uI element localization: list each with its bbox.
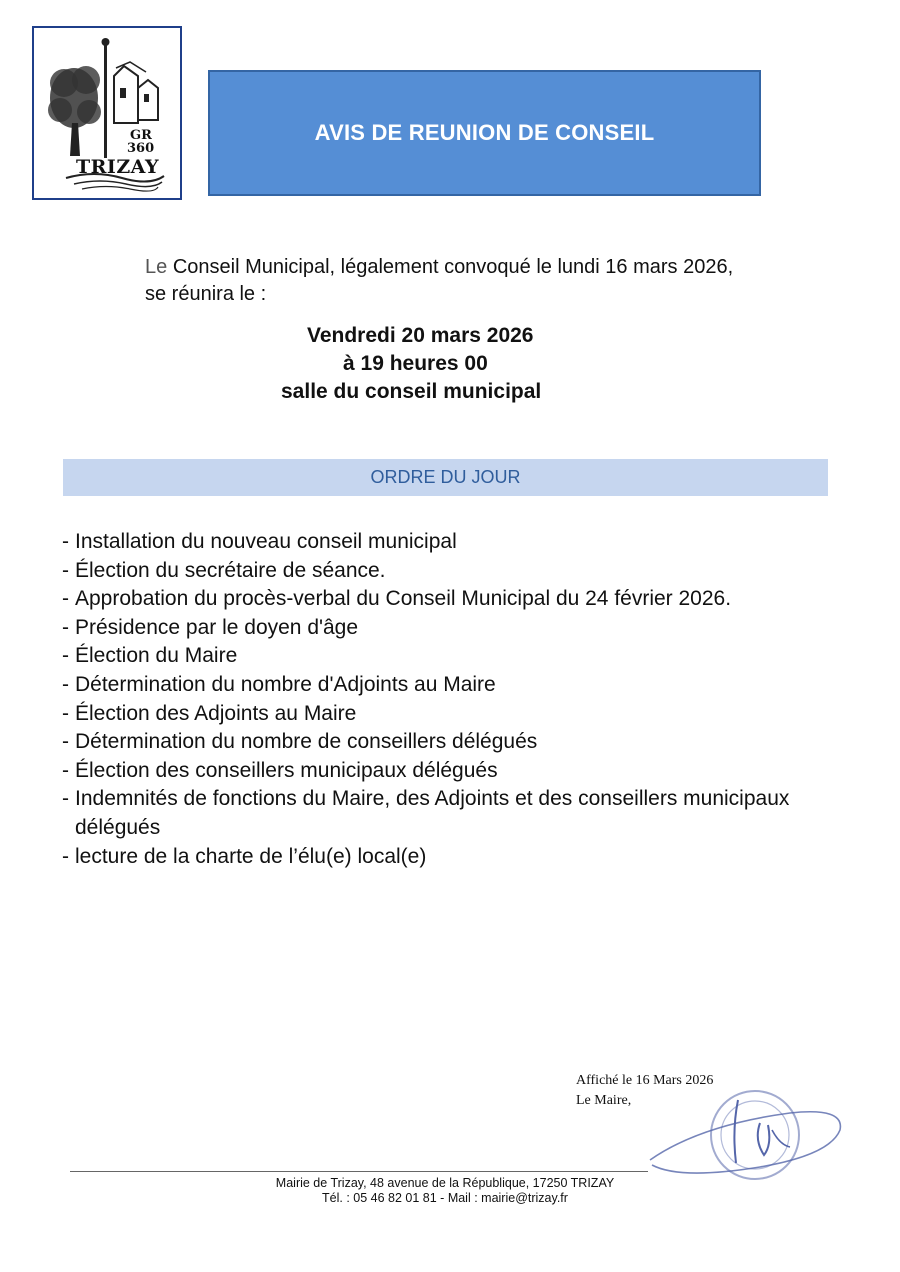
intro-line-1 [145,254,845,281]
title-banner [208,70,761,196]
agenda-item: - Détermination du nombre d'Adjoints au Maire [62,671,822,700]
intro-paragraph [145,254,845,308]
intro-text: Conseil Municipal, légalement convoqué le lundi 16 mars 2026, [172,256,734,278]
logo-360-text: 360 [127,141,155,156]
footer [200,1176,690,1206]
logo-town-name: TRIZAY [76,156,160,178]
intro-line-2: se réunira le : [145,283,267,305]
meeting-details [250,322,630,406]
agenda-item: - Installation du nouveau conseil municipal [62,528,822,557]
agenda-list [62,528,822,871]
agenda-item: - Élection des Adjoints au Maire [62,700,822,729]
agenda-item: - Détermination du nombre de conseillers délégués [62,728,822,757]
agenda-header-bar [63,459,828,496]
agenda-title: ORDRE DU JOUR [370,467,521,487]
footer-address: Mairie de Trizay, 48 avenue de la République, 17250 TRIZAY [275,1176,615,1190]
footer-contact: Tél. : 05 46 82 01 81 - Mail : mairie@trizay.fr [322,1191,568,1205]
footer-divider [70,1171,648,1172]
intro-le: Le [145,256,168,278]
page-title: AVIS DE REUNION DE CONSEIL [314,120,655,145]
agenda-item: - lecture de la charte de l’élu(e) local(e) [62,843,822,872]
agenda-item: - Approbation du procès-verbal du Conseil Municipal du 24 février 2026. [62,585,822,614]
agenda-item: - Indemnités de fonctions du Maire, des Adjoints et des conseillers municipaux délégués [62,785,822,842]
mayor-stamp-signature [640,1085,855,1185]
agenda-item: - Élection du Maire [62,642,822,671]
town-logo [32,26,182,200]
posted-date: Affiché le 16 Mars 2026 [576,1073,714,1088]
meeting-date: Vendredi 20 mars 2026 [307,324,534,347]
meeting-place: salle du conseil municipal [281,380,542,403]
meeting-time: à 19 heures 00 [343,352,488,375]
agenda-item: - Présidence par le doyen d'âge [62,614,822,643]
agenda-item: - Élection des conseillers municipaux délégués [62,757,822,786]
logo-gr-text: GR [130,128,152,143]
mayor-label: Le Maire, [576,1093,632,1108]
agenda-item: - Élection du secrétaire de séance. [62,557,822,586]
